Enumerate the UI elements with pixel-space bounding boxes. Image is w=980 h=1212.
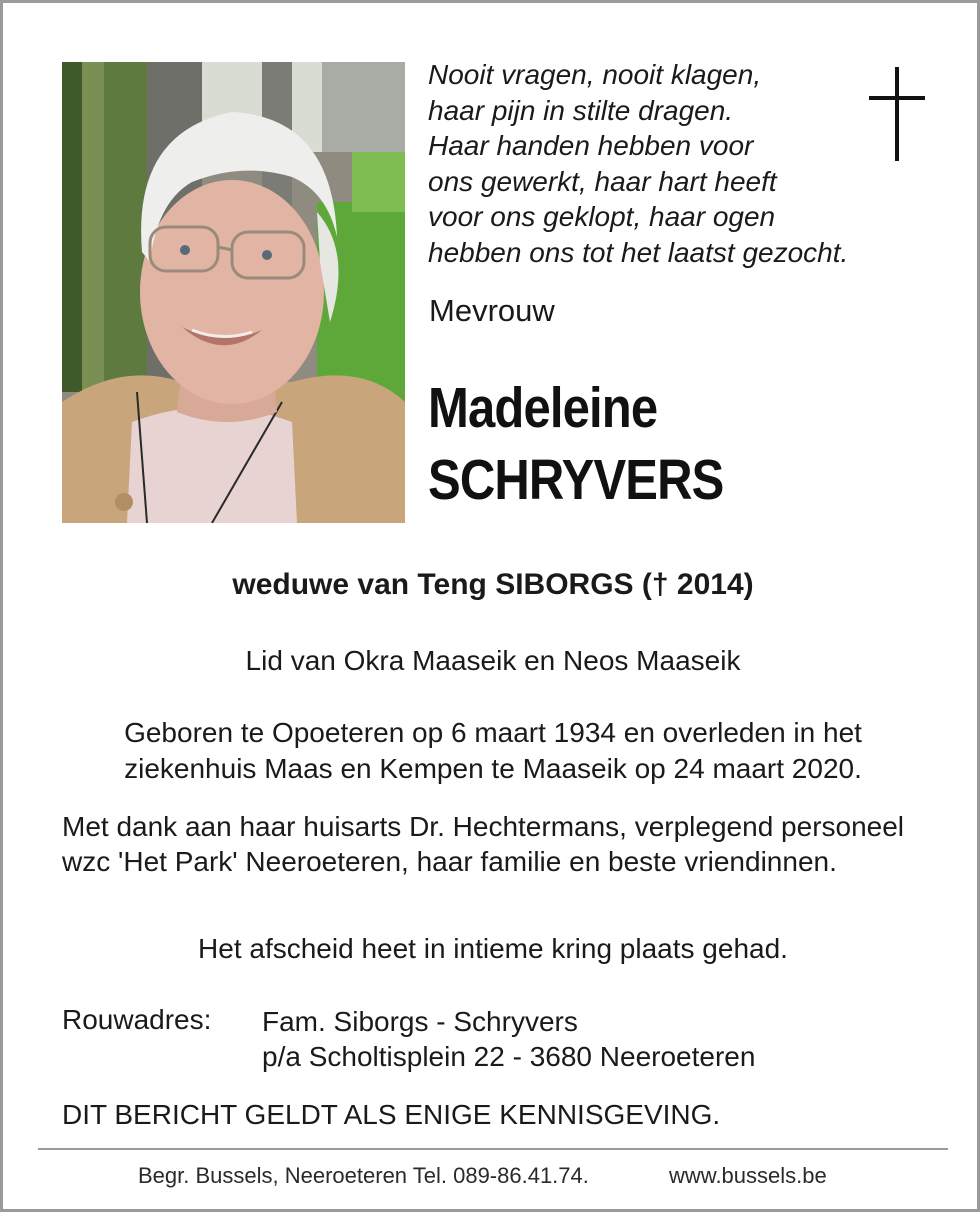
footer-divider — [38, 1148, 948, 1150]
poem-line: ons gewerkt, haar hart heeft — [428, 165, 777, 197]
poem-line: voor ons geklopt, haar ogen — [428, 201, 776, 232]
salutation: Mevrouw — [429, 293, 555, 328]
address-label: Rouwadres: — [62, 1004, 212, 1035]
address-line: Fam. Siborgs - Schryvers — [262, 1006, 578, 1037]
notice-line: DIT BERICHT GELDT ALS ENIGE KENNISGEVING. — [62, 1099, 721, 1130]
mourning-address — [262, 1004, 755, 1074]
undertaker-contact: Begr. Bussels, Neeroeteren Tel. 089-86.41.74. — [138, 1163, 589, 1188]
portrait-photo — [62, 62, 405, 523]
thanks-paragraph: Met dank aan haar huisarts Dr. Hechtermans, verplegend personeel wzc 'Het Park' Neeroeteren, haar familie en beste vriendinnen. — [62, 811, 905, 877]
address-line: p/a Scholtisplein 22 - 3680 Neeroeteren — [262, 1041, 756, 1072]
widow-line: weduwe van Teng SIBORGS († 2014) — [232, 568, 754, 601]
cross-icon — [869, 67, 925, 161]
deceased-last-name: SCHRYVERS — [428, 448, 724, 512]
farewell-line: Het afscheid heet in intieme kring plaats gehad. — [198, 933, 788, 964]
birth-death-text — [3, 715, 980, 787]
membership-line: Lid van Okra Maaseik en Neos Maaseik — [245, 645, 741, 676]
deceased-first-name: Madeleine — [428, 376, 658, 440]
poem-line: haar pijn in stilte dragen. — [428, 94, 734, 126]
poem-line: Nooit vragen, nooit klagen, — [428, 59, 762, 90]
undertaker-website: www.bussels.be — [669, 1163, 827, 1188]
poem-line: hebben ons tot het laatst gezocht. — [428, 236, 849, 268]
poem-line: Haar handen hebben voor — [428, 130, 754, 161]
birth-death-line: Geboren te Opoeteren op 6 maart 1934 en overleden in het — [124, 717, 862, 748]
birth-death-line: ziekenhuis Maas en Kempen te Maaseik op 24 maart 2020. — [124, 753, 862, 784]
portrait-illustration — [62, 62, 405, 523]
